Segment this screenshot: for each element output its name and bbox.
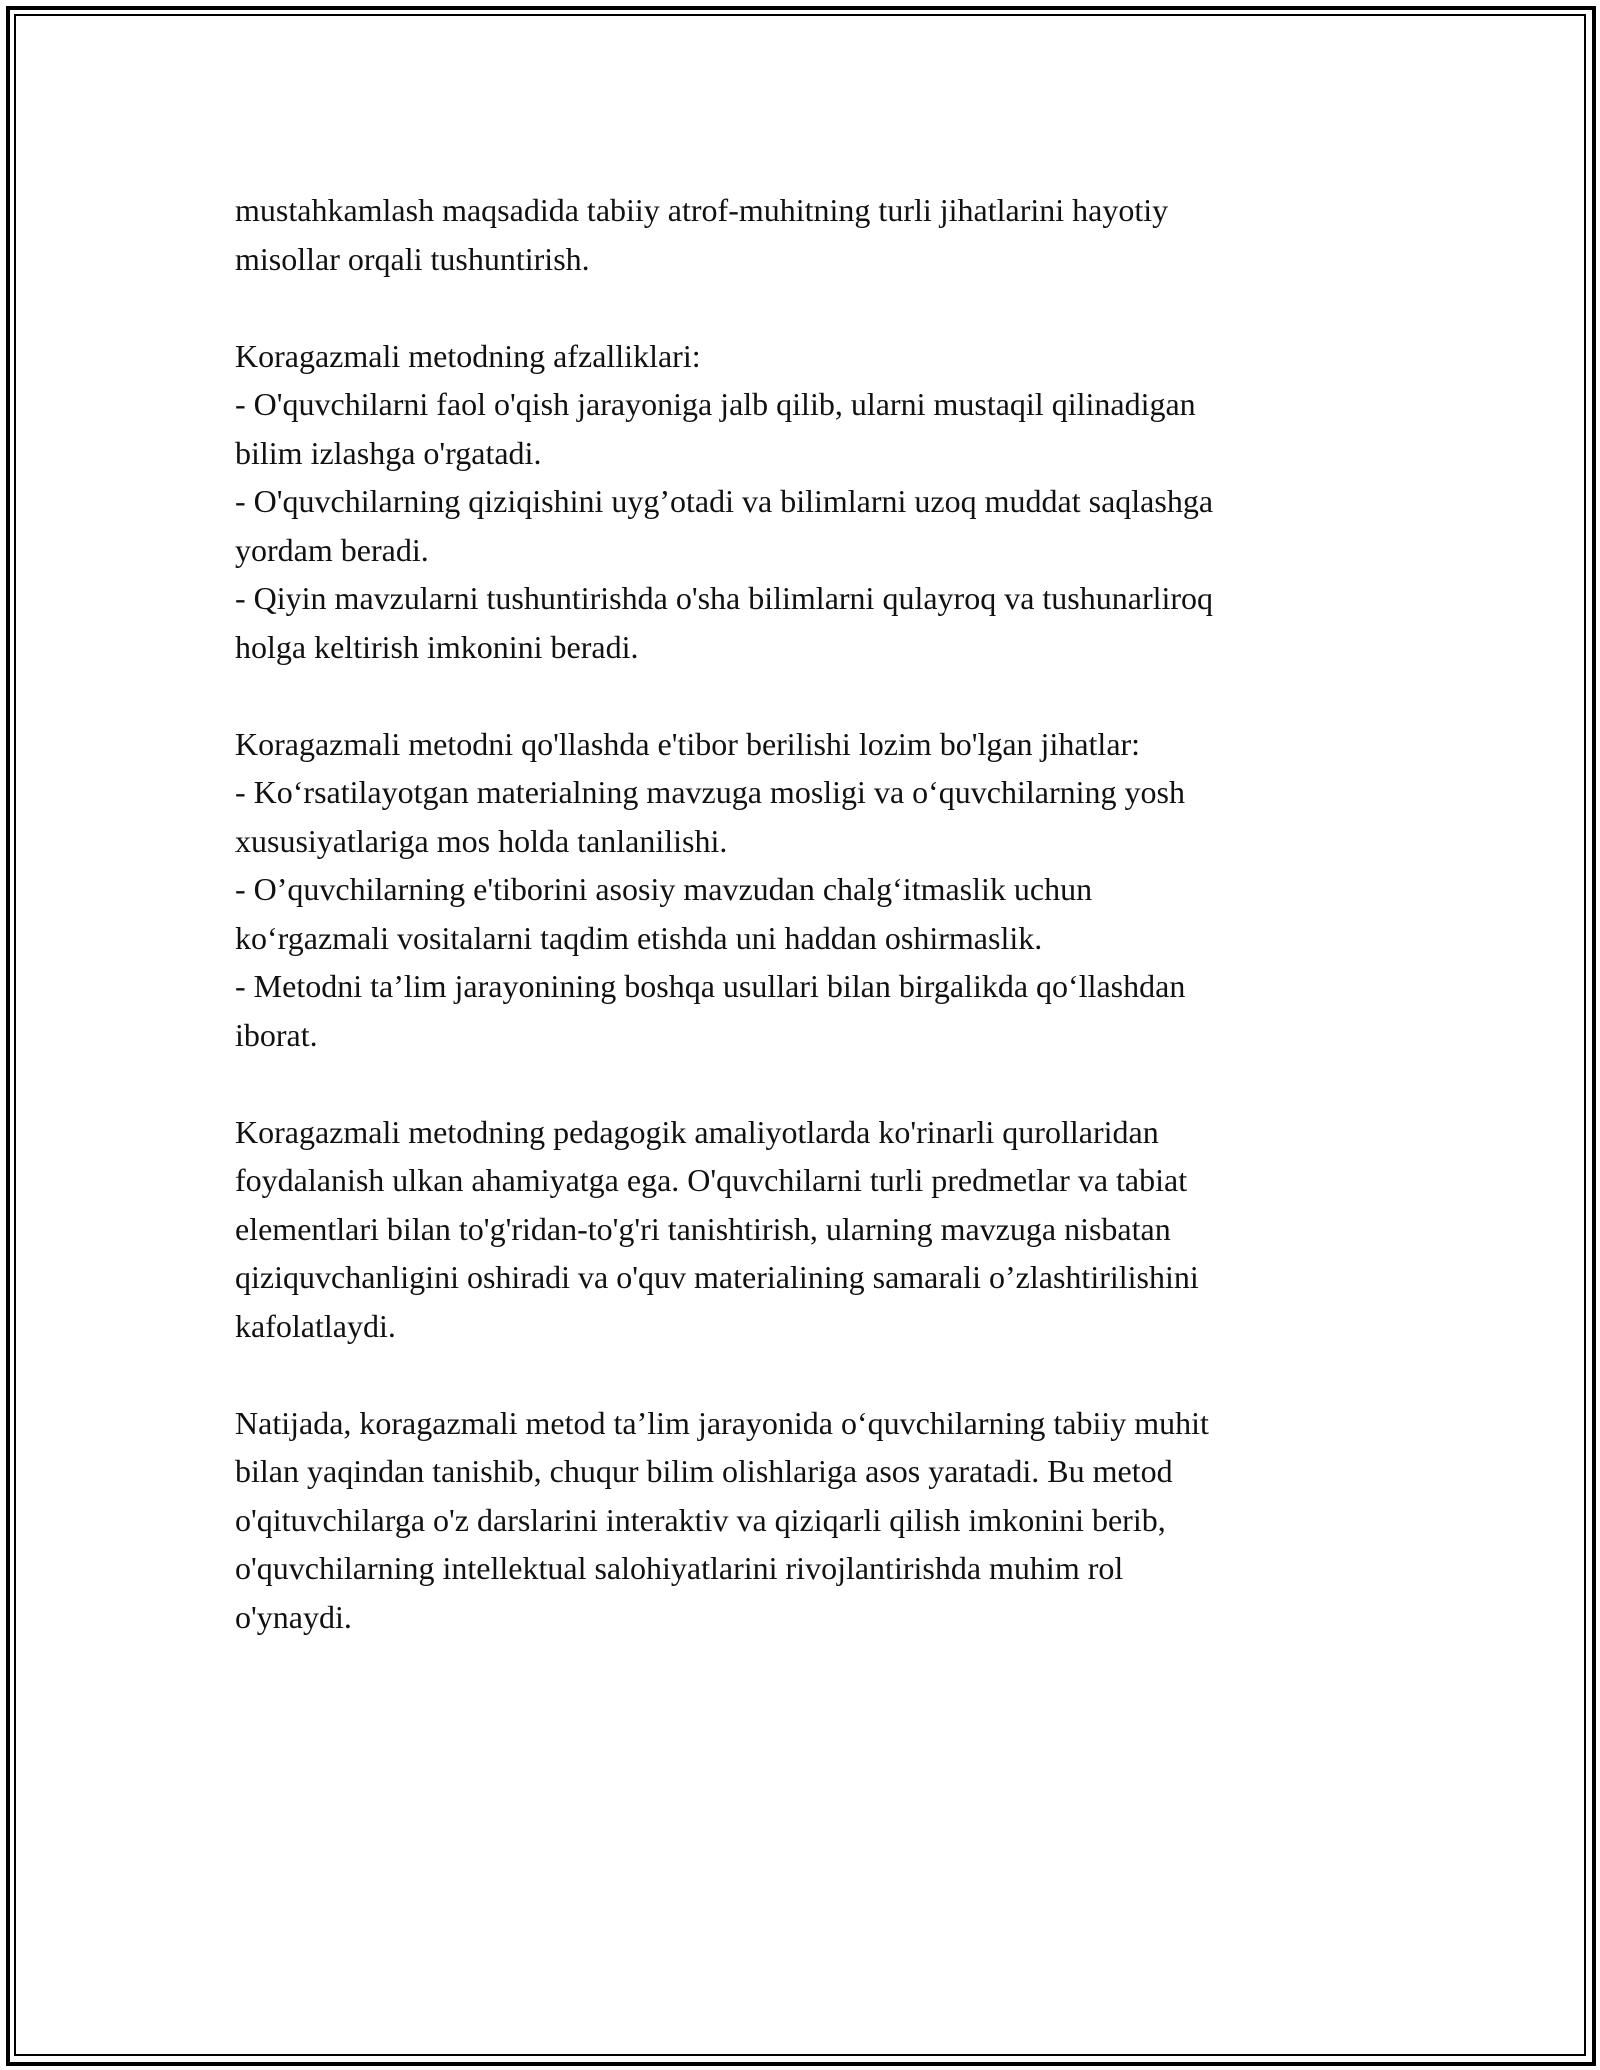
paragraph-pedagogy (235, 1108, 1415, 1351)
text-line: o'qituvchilarga o'z darslarini interaktiv va qiziqarli qilish imkonini berib, (235, 1501, 1166, 1538)
paragraph-conclusion (235, 1399, 1415, 1642)
list-item-line: iborat. (235, 1016, 318, 1053)
list-item-line: - Ko‘rsatilayotgan materialning mavzuga mosligi va o‘quvchilarning yosh (235, 774, 1185, 810)
text-line: Natijada, koragazmali metod ta’lim jarayonida o‘quvchilarning tabiiy muhit (235, 1404, 1209, 1441)
text-line: qiziquvchanligini oshiradi va o'quv materialining samarali o’zlashtirilishini (235, 1259, 1199, 1295)
text-line: Koragazmali metodning pedagogik amaliyotlarda ko'rinarli qurollaridan (235, 1113, 1159, 1150)
text-line: mustahkamlash maqsadida tabiiy atrof-muhitning turli jihatlarini hayotiy (235, 192, 1169, 228)
list-item-line: - O’quvchilarning e'tiborini asosiy mavzudan chalg‘itmaslik uchun (235, 871, 1093, 907)
list-item-line: - O'quvchilarni faol o'qish jarayoniga jalb qilib, ularni mustaqil qilinadigan (235, 386, 1196, 422)
text-line: misollar orqali tushuntirish. (235, 240, 590, 277)
text-line: o'quvchilarning intellektual salohiyatlarini rivojlantirishda muhim rol (235, 1550, 1124, 1586)
list-item-line: bilim izlashga o'rgatadi. (235, 434, 542, 471)
text-line: elementlari bilan to'g'ridan-to'g'ri tanishtirish, ularning mavzuga nisbatan (235, 1210, 1171, 1247)
list-item-line: yordam beradi. (235, 531, 429, 568)
list-item-line: - O'quvchilarning qiziqishini uyg’otadi va bilimlarni uzoq muddat saqlashga (235, 483, 1214, 519)
list-item-line: ko‘rgazmali vositalarni taqdim etishda uni haddan oshirmaslik. (235, 919, 1043, 956)
list-item-line: - Metodni ta’lim jarayonining boshqa usullari bilan birgalikda qo‘llashdan (235, 968, 1186, 1004)
list-item-line: xususiyatlariga mos holda tanlanilishi. (235, 822, 728, 859)
paragraph-considerations (235, 720, 1415, 1060)
paragraph-advantages (235, 332, 1415, 672)
section-heading: Koragazmali metodning afzalliklari: (235, 337, 701, 374)
text-line: bilan yaqindan tanishib, chuqur bilim olishlariga asos yaratadi. Bu metod (235, 1453, 1173, 1489)
list-item-line: - Qiyin mavzularni tushuntirishda o'sha bilimlarni qulayroq va tushunarliroq (235, 580, 1214, 616)
list-item-line: holga keltirish imkonini beradi. (235, 628, 639, 665)
text-line: kafolatlaydi. (235, 1307, 396, 1344)
text-line: foydalanish ulkan ahamiyatga ega. O'quvchilarni turli predmetlar va tabiat (235, 1162, 1188, 1198)
section-heading: Koragazmali metodni qo'llashda e'tibor berilishi lozim bo'lgan jihatlar: (235, 725, 1141, 762)
text-line: o'ynaydi. (235, 1598, 352, 1635)
paragraph-intro (235, 186, 1415, 283)
document-body (235, 186, 1415, 1690)
